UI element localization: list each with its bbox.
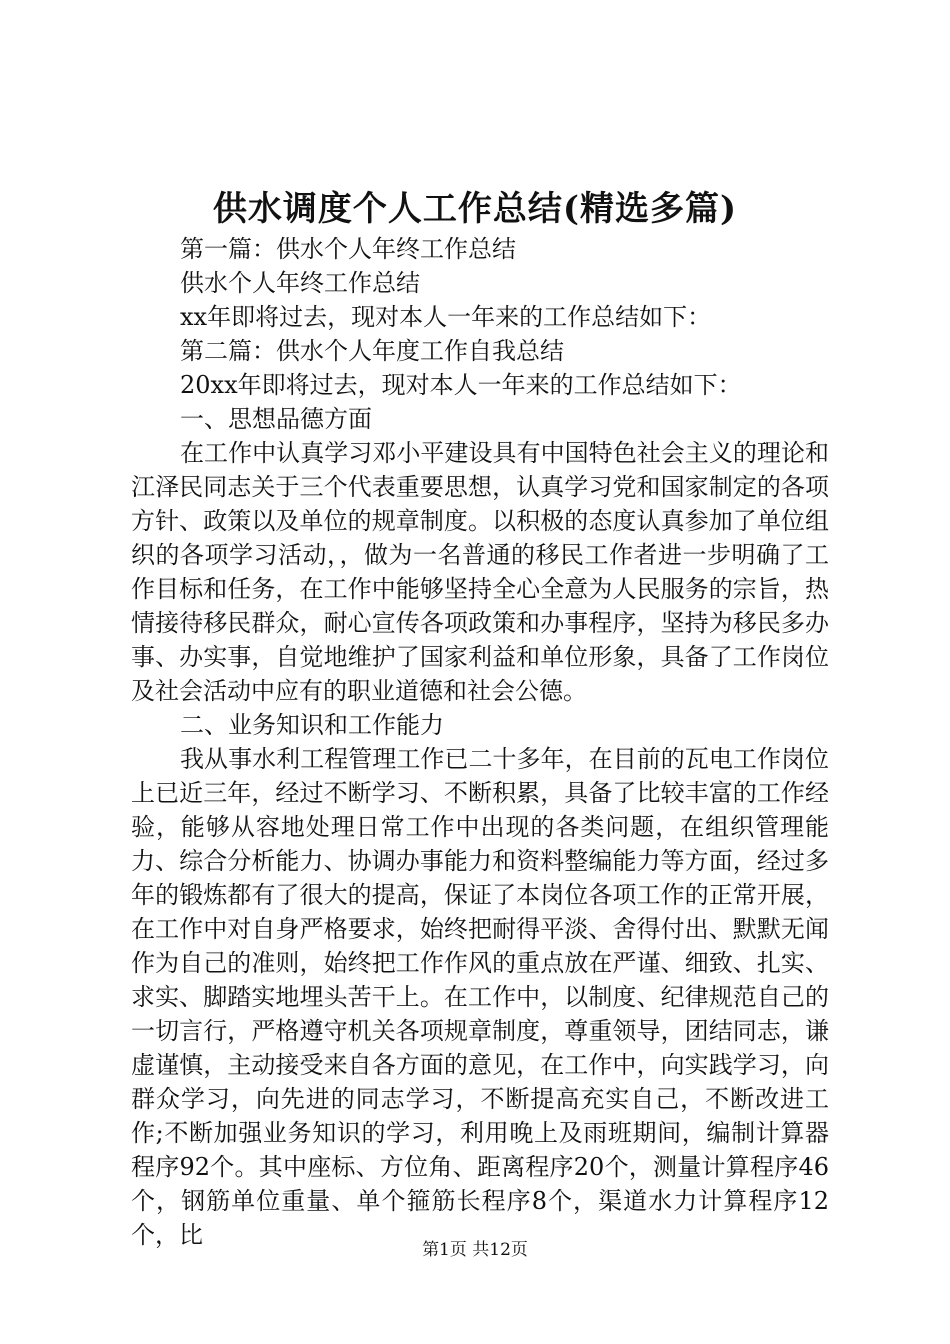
section-heading-2: 第二篇：供水个人年度工作自我总结 (180, 337, 564, 365)
document-title: 供水调度个人工作总结(精选多篇) (212, 189, 738, 229)
paragraph-morality: 在工作中认真学习邓小平建设具有中国特色社会主义的理论和江泽民同志关于三个代表重要思想，认真学习党和国家制定的各项方针、政策以及单位的规章制度。以积极的态度认真参加了单位组织的各项学习活动，，做为一名普通的移民工作者进一步明确了工作目标和任务，在工作中能够坚持全心全意为人民服务的宗旨，热情接待移民群众，耐心宣传各项政策和办事程序，坚持为移民多办事、办实事，自觉地维护了国家利益和单位形象，具备了工作岗位及社会活动中应有的职业道德和社会公德。 (131, 439, 829, 705)
intro-line-1: xx年即将过去，现对本人一年来的工作总结如下： (180, 303, 712, 331)
subheading-skills: 二、业务知识和工作能力 (180, 711, 444, 739)
subheading-morality: 一、思想品德方面 (180, 405, 372, 433)
intro-line-2: 20xx年即将过去，现对本人一年来的工作总结如下： (180, 371, 742, 399)
paragraph-skills: 我从事水利工程管理工作已二十多年，在目前的瓦电工作岗位上已近三年，经过不断学习、不断积累，具备了比较丰富的工作经验，能够从容地处理日常工作中出现的各类问题，在组织管理能力、综合分析能力、协调办事能力和资料整编能力等方面，经过多年的锻炼都有了很大的提高，保证了本岗位各项工作的正常开展，在工作中对自身严格要求，始终把耐得平淡、舍得付出、默默无闻作为自己的准则，始终把工作作风的重点放在严谨、细致、扎实、求实、脚踏实地埋头苦干上。在工作中，以制度、纪律规范自己的一切言行，严格遵守机关各项规章制度，尊重领导，团结同志，谦虚谨慎，主动接受来自各方面的意见，在工作中，向实践学习，向群众学习，向先进的同志学习，不断提高充实自己，不断改进工作;不断加强业务知识的学习，利用晚上及雨班期间，编制计算器程序92个。其中座标、方位角、距离程序20个，测量计算程序46个，钢筋单位重量、单个箍筋长程序8个，渠道水力计算程序12个，比 (131, 745, 829, 1249)
section-heading-1: 第一篇：供水个人年终工作总结 (180, 235, 516, 263)
subtitle-line: 供水个人年终工作总结 (180, 269, 420, 297)
document-body (131, 232, 829, 1252)
page-footer: 第1页 共12页 (422, 1240, 528, 1260)
